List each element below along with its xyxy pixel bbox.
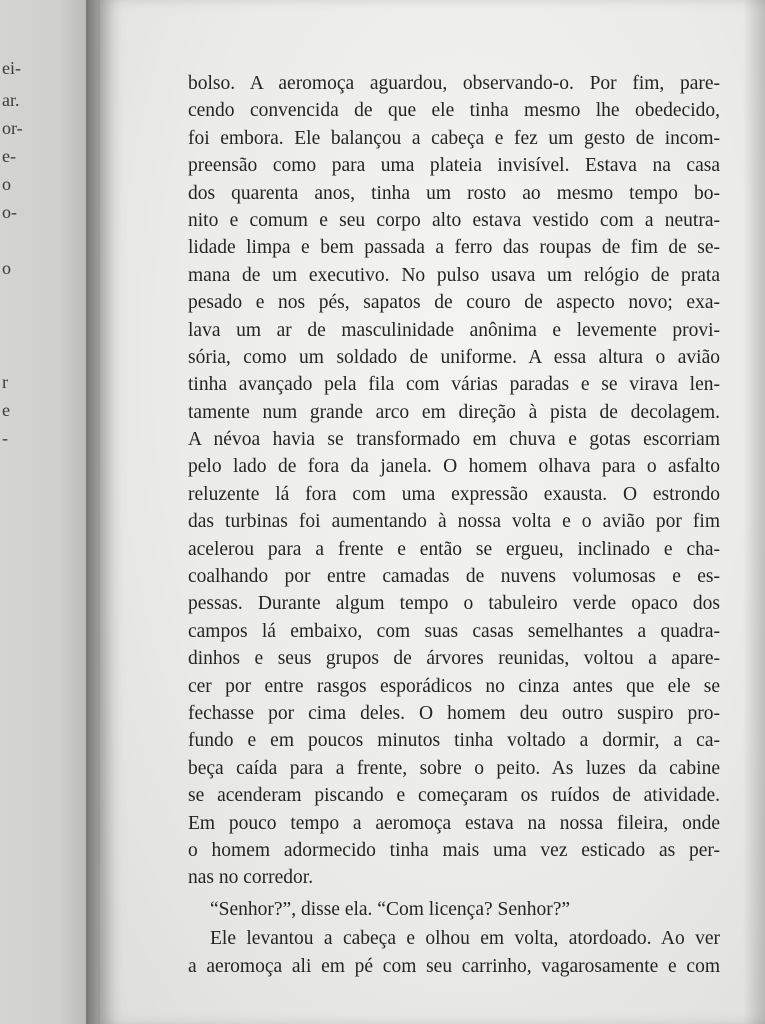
text-line: pessas. Durante algum tempo o tabuleiro verde opaco dos — [188, 593, 720, 615]
text-line: o homem adormecido tinha mais uma vez esticado as per- — [188, 839, 720, 861]
left-page-fragment: e — [2, 400, 10, 420]
text-line: fundo e em poucos minutos tinha voltado a dormir, a ca- — [188, 730, 720, 752]
left-page-fragment: o- — [2, 202, 17, 222]
left-page-fragment: ei- — [2, 58, 21, 78]
text-line: nito e comum e seu corpo alto estava vestido com a neutra- — [188, 209, 720, 231]
text-line: bolso. A aeromoça aguardou, observando-o. Por fim, pare- — [188, 73, 720, 94]
dialog-line: “Senhor?”, disse ela. “Com licença? Senhor?” — [210, 898, 571, 920]
text-line: cendo convencida de que ele tinha mesmo lhe obedecido, — [188, 100, 720, 122]
text-line: mana de um executivo. No pulso usava um relógio de prata — [188, 264, 720, 286]
text-line: campos lá embaixo, com suas casas semelhantes a quadra- — [188, 620, 720, 642]
text-line: lidade limpa e bem passada a ferro das roupas de fim de se- — [188, 237, 720, 259]
left-page-fragment: e- — [2, 146, 16, 166]
text-line: Ele levantou a cabeça e olhou em volta, atordoado. Ao ver — [210, 928, 720, 950]
text-line: pesado e nos pés, sapatos de couro de aspecto novo; exa- — [188, 292, 720, 314]
text-line: A névoa havia se transformado em chuva e gotas escorriam — [188, 429, 720, 451]
text-line: tinha avançado pela fila com várias paradas e se virava len- — [188, 374, 720, 396]
right-page — [100, 0, 765, 1024]
left-page-fragment: o — [2, 258, 11, 278]
left-page-fragment: - — [2, 428, 8, 448]
left-page-fragment: o — [2, 174, 11, 194]
left-page-fragment: or- — [2, 118, 23, 138]
text-line: beça caída para a frente, sobre o peito. As luzes da cabine — [188, 757, 720, 779]
text-line: a aeromoça ali em pé com seu carrinho, vagarosamente e com — [188, 955, 720, 977]
left-page-fragment: ar. — [2, 90, 20, 110]
text-line: lava um ar de masculinidade anônima e levemente provi- — [188, 319, 720, 341]
text-line: Em pouco tempo a aeromoça estava na nossa fileira, onde — [188, 812, 720, 834]
page-edge-shadow — [743, 0, 765, 1024]
text-line: acelerou para a frente e então se ergueu, inclinado e cha- — [188, 538, 720, 560]
text-line: tamente num grande arco em direção à pista de decolagem. — [188, 401, 720, 423]
text-line: dinhos e seus grupos de árvores reunidas, voltou a apare- — [188, 648, 720, 670]
left-page-fragment: r — [2, 372, 8, 392]
text-line: pelo lado de fora da janela. O homem olhava para o asfalto — [188, 456, 720, 478]
left-page — [0, 0, 100, 1024]
text-line: se acenderam piscando e começaram os ruídos de atividade. — [188, 785, 720, 807]
text-line: sória, como um soldado de uniforme. A essa altura o avião — [188, 346, 720, 368]
text-line: foi embora. Ele balançou a cabeça e fez um gesto de incom- — [188, 127, 720, 149]
text-line: reluzente lá fora com uma expressão exausta. O estrondo — [188, 483, 720, 505]
text-line: das turbinas foi aumentando à nossa volta e o avião por fim — [188, 511, 720, 533]
text-line: cer por entre rasgos esporádicos no cinza antes que ele se — [188, 675, 720, 697]
body-text — [188, 70, 720, 980]
text-line: coalhando por entre camadas de nuvens volumosas e es- — [188, 566, 720, 588]
text-line: preensão como para uma plateia invisível. Estava na casa — [188, 155, 720, 177]
text-line: fechasse por cima deles. O homem deu outro suspiro pro- — [188, 702, 720, 724]
text-line: nas no corredor. — [188, 867, 314, 889]
text-line: dos quarenta anos, tinha um rosto ao mesmo tempo bo- — [188, 182, 720, 204]
